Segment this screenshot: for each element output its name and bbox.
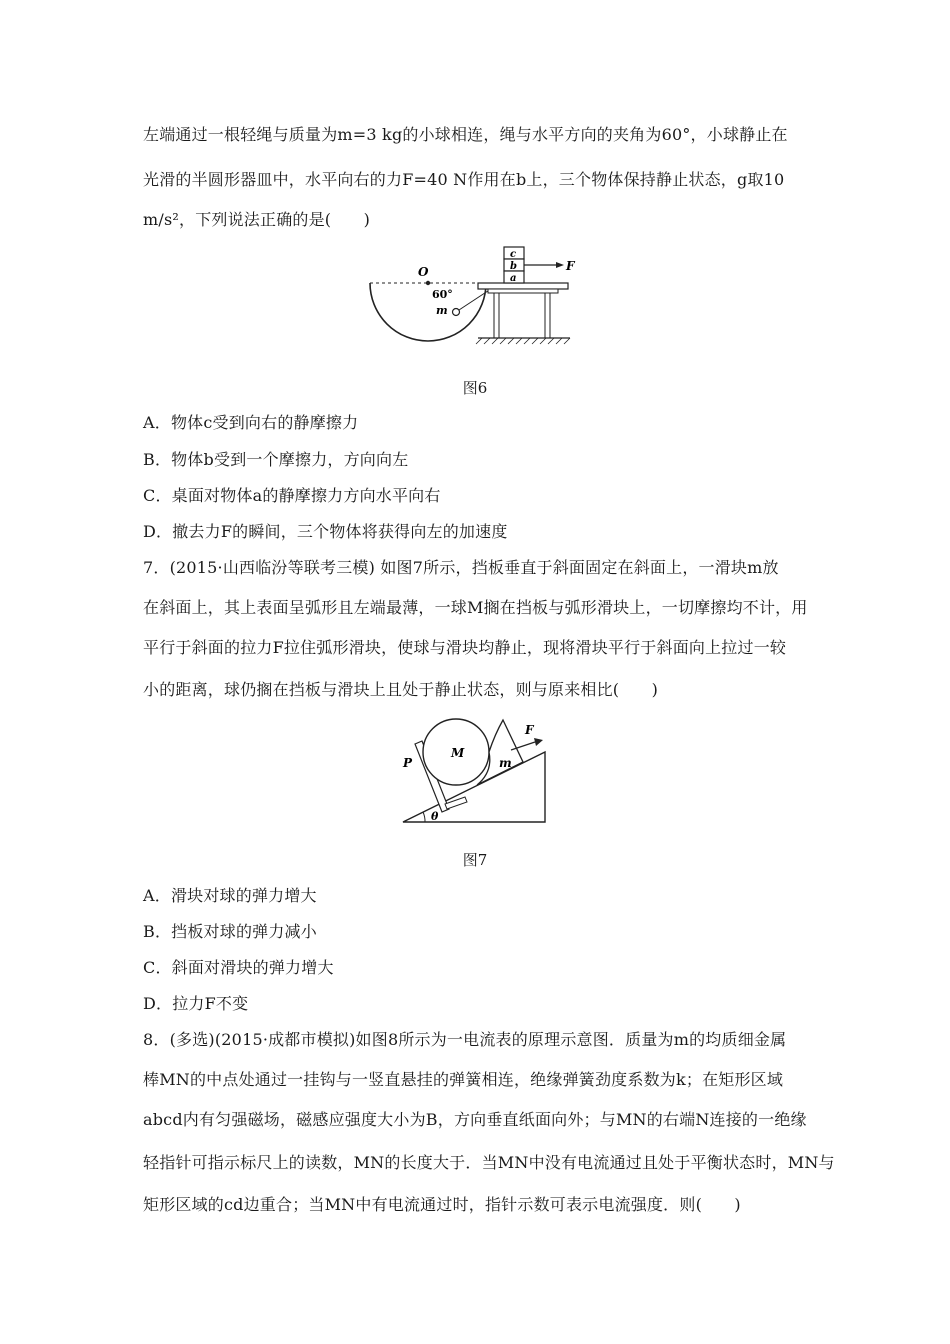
table-top [478,283,568,289]
p7-stem-line-4: 小的距离，球仍搁在挡板与滑块上且处于静止状态，则与原来相比( ) [143,680,659,699]
label-b: b [510,261,517,272]
p8-stem-line-1: 8．(多选)(2015·成都市模拟)如图8所示为一电流表的原理示意图．质量为m的均质细金属 [143,1030,787,1049]
label-o: O [418,265,429,279]
p6-option-b: B．物体b受到一个摩擦力，方向向左 [143,450,409,469]
label-60: 60° [432,288,453,301]
label-p: P [403,756,413,770]
label-small-m: m [499,756,512,770]
label-f7: F [525,723,534,737]
table-apron [488,289,558,293]
p7-option-b: B．挡板对球的弹力减小 [143,922,317,941]
ground-hatch [476,338,570,344]
p7-stem-line-3: 平行于斜面的拉力F拉住弧形滑块，使球与滑块均静止，现将滑块平行于斜面向上拉过一较 [143,638,787,657]
p6-option-a: A．物体c受到向右的静摩擦力 [143,413,359,432]
table-leg-right [545,293,550,338]
p6-option-d: D．撤去力F的瞬间，三个物体将获得向左的加速度 [143,522,508,541]
p7-stem-line-2: 在斜面上，其上表面呈弧形且左端最薄，一球M搁在挡板与弧形滑块上，一切摩擦均不计，用 [143,598,808,617]
p8-stem-line-4: 轻指针可指示标尺上的读数，MN的长度大于．当MN中没有电流通过且处于平衡状态时，MN与 [143,1153,835,1172]
label-big-m: M [451,746,465,760]
bowl-arc [370,283,486,341]
label-a: a [510,273,517,284]
figure-7-diagram [395,712,555,827]
p7-option-d: D．拉力F不变 [143,994,249,1013]
label-m: m [436,304,448,317]
p6-stem-line-3: m/s²，下列说法正确的是( ) [143,210,371,229]
p8-stem-line-5: 矩形区域的cd边重合；当MN中有电流通过时，指针示数可表示电流强度．则( ) [143,1195,741,1214]
p8-stem-line-3: abcd内有匀强磁场，磁感应强度大小为B，方向垂直纸面向外；与MN的右端N连接的一绝缘 [143,1110,807,1129]
label-c: c [510,249,517,260]
p6-option-c: C．桌面对物体a的静摩擦力方向水平向右 [143,486,441,505]
figure-6-diagram [360,240,590,355]
figure-6-caption: 图6 [462,379,488,397]
p7-option-a: A．滑块对球的弹力增大 [143,886,317,905]
table-leg-left [494,293,499,338]
p7-option-c: C．斜面对滑块的弹力增大 [143,958,334,977]
p7-stem-line-1: 7．(2015·山西临汾等联考三模) 如图7所示，挡板垂直于斜面固定在斜面上，一滑块m放 [143,558,779,577]
figure-7-caption: 图7 [462,851,488,869]
center-point [426,281,430,285]
ball [453,309,460,316]
p6-stem-line-1: 左端通过一根轻绳与质量为m=3 kg的小球相连，绳与水平方向的夹角为60°，小球静止在 [143,125,788,144]
force-arrowhead [556,262,564,268]
label-f: F [566,259,575,273]
p6-stem-line-2: 光滑的半圆形器皿中，水平向右的力F=40 N作用在b上，三个物体保持静止状态，g取10 [143,170,785,189]
label-theta: θ [431,810,439,823]
p8-stem-line-2: 棒MN的中点处通过一挂钩与一竖直悬挂的弹簧相连，绝缘弹簧劲度系数为k；在矩形区域 [143,1070,784,1089]
f7-arrowhead [534,738,543,746]
